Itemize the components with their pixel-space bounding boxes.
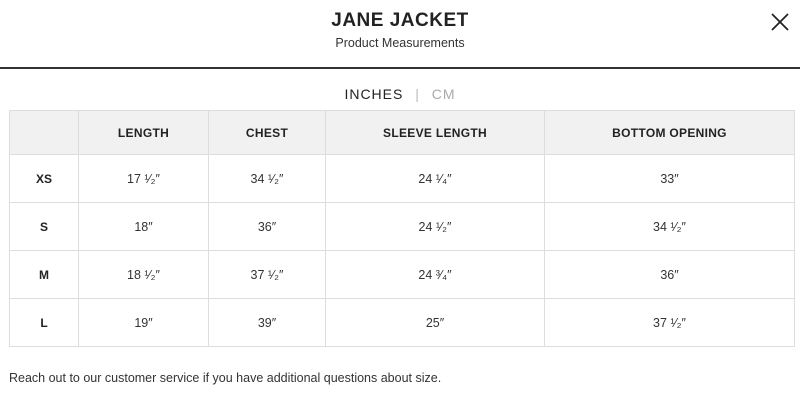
length-cell: 18″	[79, 203, 209, 251]
length-cell: 17 ¹⁄₂″	[79, 155, 209, 203]
table-row	[10, 203, 795, 251]
size-label: M	[10, 251, 79, 299]
size-label: L	[10, 299, 79, 347]
unit-toggle	[0, 86, 800, 102]
product-title: JANE JACKET	[331, 10, 469, 31]
length-cell: 19″	[79, 299, 209, 347]
table-row	[10, 299, 795, 347]
size-label: S	[10, 203, 79, 251]
column-header-size	[10, 111, 79, 155]
chest-cell: 36″	[209, 203, 326, 251]
column-header-sleeve-length: SLEEVE LENGTH	[326, 111, 545, 155]
column-header-bottom-opening: BOTTOM OPENING	[545, 111, 795, 155]
column-header-length: LENGTH	[79, 111, 209, 155]
product-subtitle: Product Measurements	[335, 36, 465, 50]
bottom-opening-cell: 37 ¹⁄₂″	[545, 299, 795, 347]
modal-header	[0, 0, 800, 68]
sleeve-length-cell: 24 ¹⁄₄″	[326, 155, 545, 203]
bottom-opening-cell: 36″	[545, 251, 795, 299]
sleeve-length-cell: 25″	[326, 299, 545, 347]
chest-cell: 39″	[209, 299, 326, 347]
bottom-opening-cell: 34 ¹⁄₂″	[545, 203, 795, 251]
size-chart-table	[9, 110, 795, 347]
sleeve-length-cell: 24 ³⁄₄″	[326, 251, 545, 299]
chest-cell: 37 ¹⁄₂″	[209, 251, 326, 299]
unit-separator: |	[415, 86, 420, 102]
header-divider	[0, 67, 800, 69]
close-icon[interactable]	[768, 10, 792, 34]
size-label: XS	[10, 155, 79, 203]
table-row	[10, 251, 795, 299]
unit-cm-option[interactable]: CM	[431, 86, 456, 102]
close-button[interactable]	[768, 10, 792, 34]
table-row	[10, 155, 795, 203]
sleeve-length-cell: 24 ¹⁄₂″	[326, 203, 545, 251]
bottom-opening-cell: 33″	[545, 155, 795, 203]
column-header-chest: CHEST	[209, 111, 326, 155]
chest-cell: 34 ¹⁄₂″	[209, 155, 326, 203]
unit-inches-option[interactable]: INCHES	[344, 86, 404, 102]
table-header-row	[10, 111, 795, 155]
length-cell: 18 ¹⁄₂″	[79, 251, 209, 299]
size-help-note: Reach out to our customer service if you have additional questions about size.	[9, 371, 442, 385]
